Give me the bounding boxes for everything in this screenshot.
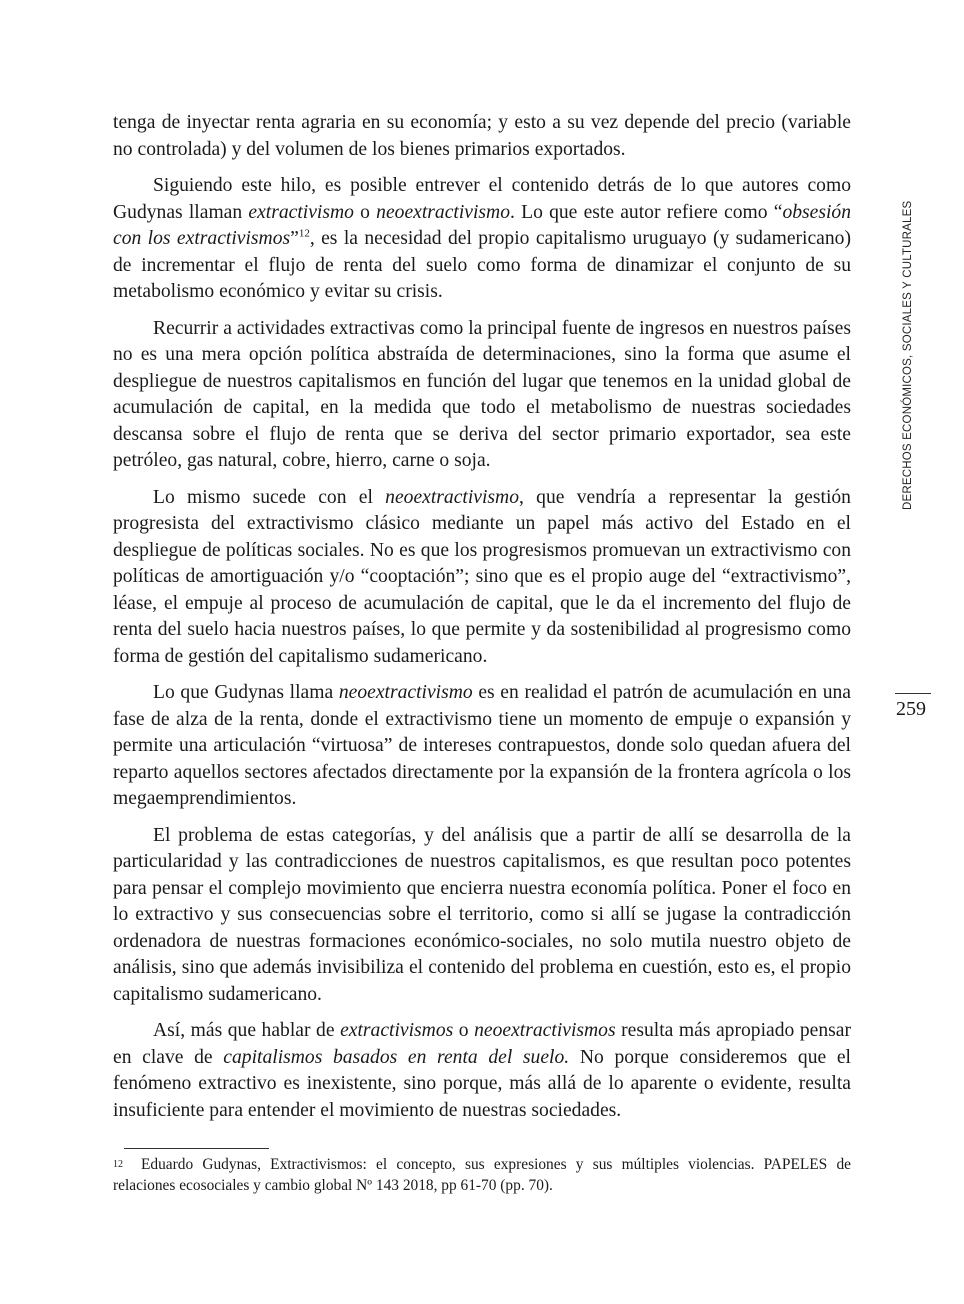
- text-run: Lo mismo sucede con el: [153, 486, 386, 508]
- text-run: o: [453, 1020, 475, 1041]
- italic-term: extractivismos: [340, 1020, 454, 1041]
- italic-term: capitalismos basados en renta del suelo.: [223, 1046, 570, 1068]
- footnote-mark: 12: [113, 1159, 123, 1170]
- text-run: es en realidad el patrón de acumulación en una fase de alza de la renta, donde el extractivismo tiene un momento de empuje o expansión y permite una articulación “virtuosa” de intereses contrapuestos, donde solo quedan afuera del reparto aquellos sectores afectados directamente por la expansión de la frontera agrícola o los megaemprendimientos.: [113, 682, 851, 809]
- text-run: Recurrir a actividades extractivas como la principal fuente de ingresos en nuestros países no es una mera opción política abstraída de determinaciones, sino la forma que asume el despliegue de nuestros capitalismos en función del lugar que tenemos en la unidad global de acumulación de capital, en la medida que todo el metabolismo de nuestras sociedades descansa sobre el flujo de renta que se deriva del sector primario exportador, sea este petróleo, gas natural, cobre, hierro, carne o soja.: [113, 317, 851, 471]
- text-run: resulta más apropiado pensar en clave de: [113, 1020, 851, 1068]
- text-run: . Lo que este autor refiere como “: [510, 201, 783, 223]
- italic-term: neoextractivismo: [338, 682, 473, 703]
- text-run: tenga de inyectar renta agraria en su economía; y esto a su vez depende del precio (variable no controlada) y del volumen de los bienes primarios exportados.: [113, 112, 851, 160]
- text-run: , que vendría a representar la gestión progresista del extractivismo clásico mediante un papel más activo del Estado en el despliegue de políticas sociales. No es que los progresismos promuevan un extractivismo con políticas de amortiguación y/o “cooptación”; sino que es el propio auge del “extractivismo”, léase, el empuje al proceso de acumulación de capital, que le da el incremento del flujo de renta del suelo hacia nuestros países, lo que permite y da sostenibilidad al progresismo como forma de gestión del capitalismo sudamericano.: [113, 486, 851, 667]
- paragraph: [113, 173, 851, 306]
- page-number-rule: [895, 693, 931, 694]
- running-header: DERECHOS ECONÓMICOS, SOCIALES Y CULTURALES: [902, 200, 914, 510]
- paragraph: [113, 110, 851, 163]
- paragraph: [113, 680, 851, 813]
- italic-term: neoextractivismo: [385, 486, 520, 508]
- text-run: No porque consideremos que el fenómeno extractivo es inexistente, sino porque, más allá de lo aparente o evidente, resulta insuficiente para entender el movimiento de nuestras sociedades.: [113, 1046, 852, 1121]
- footnote: [113, 1154, 851, 1196]
- text-run: Siguiendo este hilo, es posible entrever el contenido detrás de lo que autores como Gudynas llaman: [113, 175, 851, 223]
- paragraph: [113, 316, 851, 475]
- italic-term: extractivismo: [248, 201, 354, 223]
- paragraph: [113, 823, 851, 1009]
- text-run: ”: [290, 228, 299, 249]
- paragraph: [113, 1018, 851, 1124]
- text-run: Así, más que hablar de: [153, 1020, 341, 1041]
- paragraph: [113, 485, 851, 671]
- text-run: El problema de estas categorías, y del análisis que a partir de allí se desarrolla de la particularidad y las contradicciones de nuestros capitalismos, es que resultan poco potentes para pensar el complejo movimiento que encierra nuestra economía política. Poner el foco en lo extractivo y sus consecuencias sobre el territorio, como si allí se jugase la contradicción ordenadora de nuestras formaciones económico-sociales, no solo mutila nuestro objeto de análisis, sino que además invisibiliza el contenido del problema en cuestión, esto es, el propio capitalismo sudamericano.: [113, 824, 851, 1005]
- footnote-reference: 12: [298, 227, 310, 240]
- italic-term: obsesión con los extractivismos: [113, 201, 852, 249]
- footnote-text: Eduardo Gudynas, Extractivismos: el concepto, sus expresiones y sus múltiples violencias. PAPELES de relaciones ecosociales y cambio global Nº 143 2018, pp 61-70 (pp. 70).: [113, 1156, 851, 1194]
- text-run: o: [353, 201, 377, 223]
- body-text: [113, 110, 851, 1134]
- text-run: , es la necesidad del propio capitalismo uruguayo (y sudamericano) de incrementar el flujo de renta del suelo como forma de dinamizar el conjunto de su metabolismo económico y evitar su crisis.: [113, 228, 851, 302]
- text-run: Lo que Gudynas llama: [153, 682, 339, 703]
- italic-term: neoextractivismos: [474, 1020, 616, 1041]
- italic-term: neoextractivismo: [376, 201, 511, 223]
- footnote-rule: [124, 1148, 269, 1149]
- page-number: 259: [896, 698, 926, 720]
